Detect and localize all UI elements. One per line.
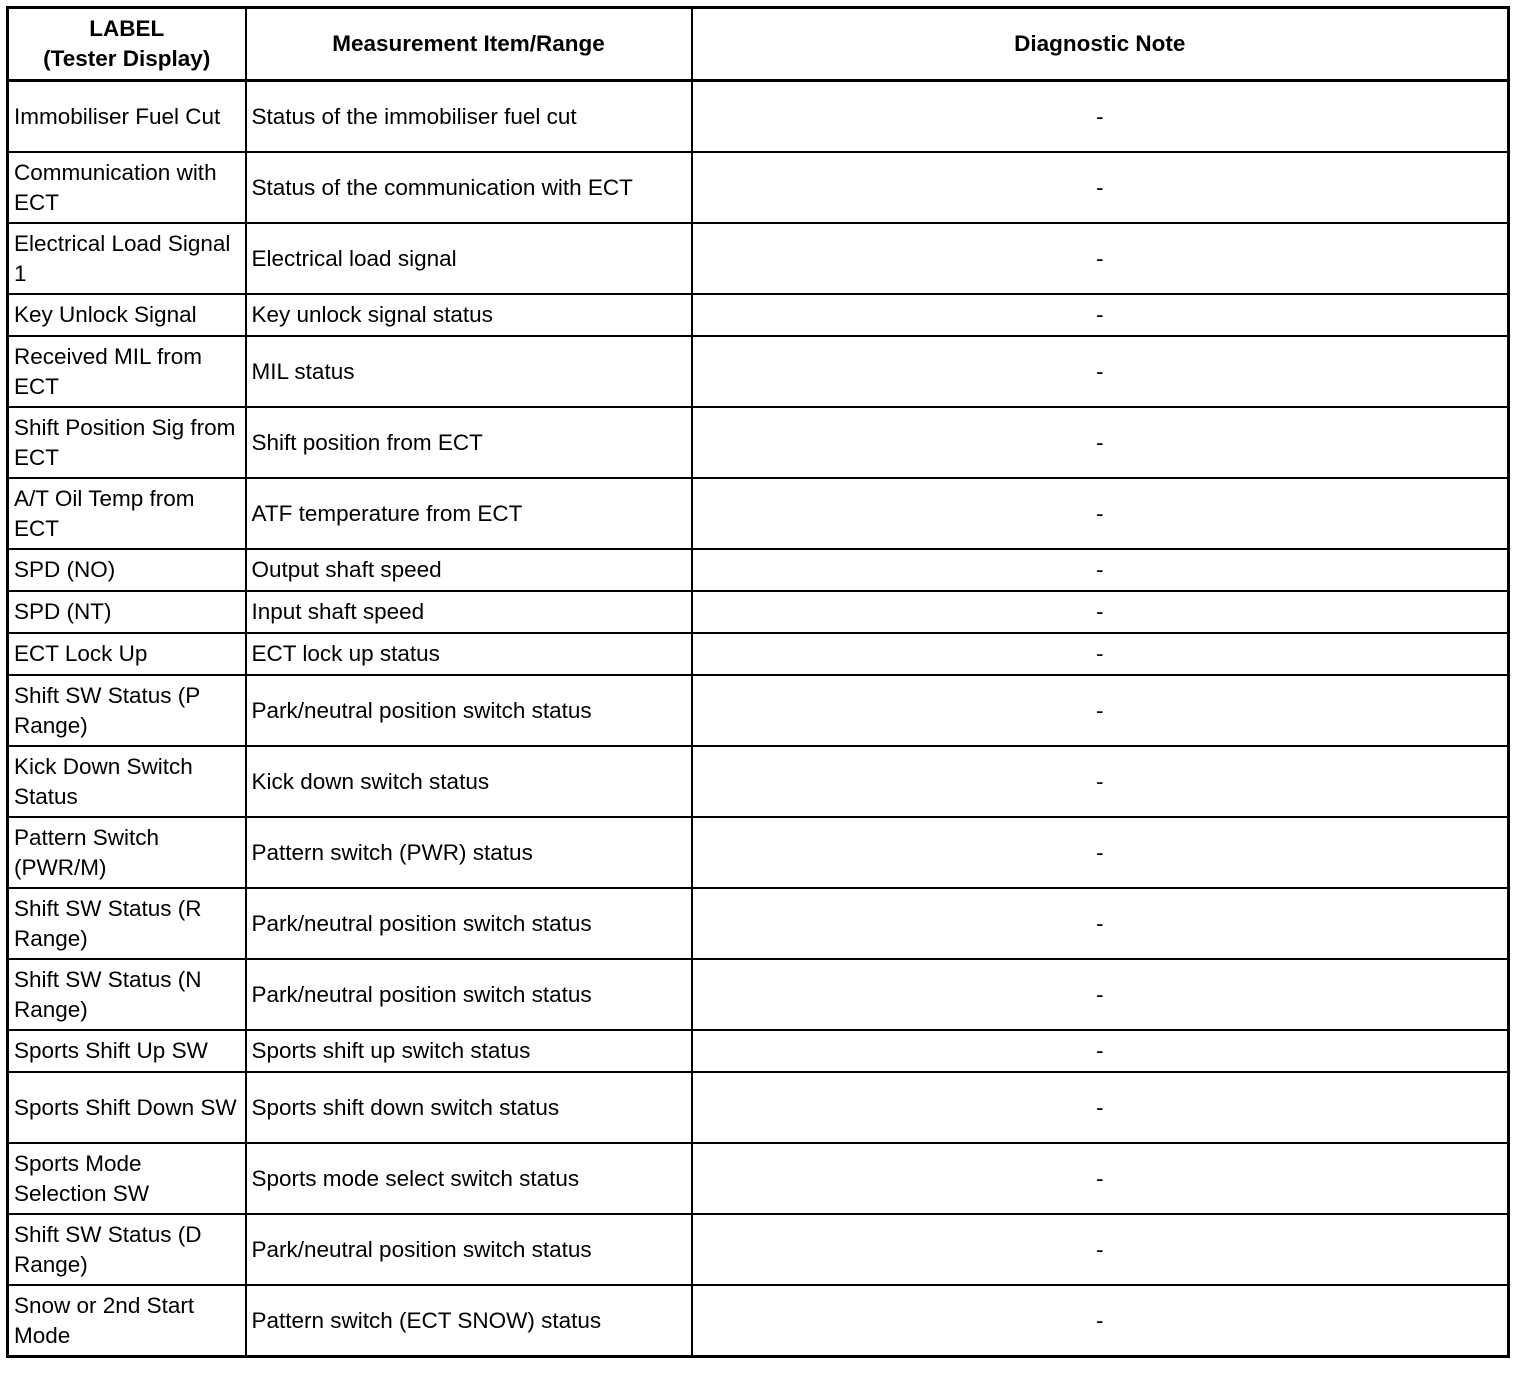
measurement-cell: Sports shift up switch status	[246, 1030, 692, 1072]
measurement-cell: Park/neutral position switch status	[246, 1214, 692, 1285]
measurement-cell: Park/neutral position switch status	[246, 675, 692, 746]
measurement-cell: ECT lock up status	[246, 633, 692, 675]
measurement-cell: Shift position from ECT	[246, 407, 692, 478]
label-cell: Electrical Load Signal 1	[8, 223, 246, 294]
data-list-table	[6, 6, 1510, 1358]
note-cell: -	[692, 294, 1509, 336]
label-cell: Shift SW Status (D Range)	[8, 1214, 246, 1285]
label-cell: SPD (NO)	[8, 549, 246, 591]
measurement-cell: ATF temperature from ECT	[246, 478, 692, 549]
note-cell: -	[692, 549, 1509, 591]
header-diagnostic-note: Diagnostic Note	[692, 8, 1509, 81]
label-cell: Shift SW Status (N Range)	[8, 959, 246, 1030]
measurement-cell: Kick down switch status	[246, 746, 692, 817]
table-row	[8, 81, 1509, 153]
table-row	[8, 1072, 1509, 1143]
label-cell: Key Unlock Signal	[8, 294, 246, 336]
table-row	[8, 1030, 1509, 1072]
table-row	[8, 407, 1509, 478]
note-cell: -	[692, 959, 1509, 1030]
measurement-cell: Electrical load signal	[246, 223, 692, 294]
note-cell: -	[692, 746, 1509, 817]
note-cell: -	[692, 1030, 1509, 1072]
table-row	[8, 223, 1509, 294]
measurement-cell: MIL status	[246, 336, 692, 407]
table-row	[8, 336, 1509, 407]
measurement-cell: Output shaft speed	[246, 549, 692, 591]
measurement-cell: Park/neutral position switch status	[246, 888, 692, 959]
table-row	[8, 888, 1509, 959]
table-row	[8, 1285, 1509, 1357]
table-row	[8, 591, 1509, 633]
table-row	[8, 633, 1509, 675]
table-row	[8, 478, 1509, 549]
label-cell: Sports Shift Up SW	[8, 1030, 246, 1072]
table-row	[8, 675, 1509, 746]
table-row	[8, 746, 1509, 817]
note-cell: -	[692, 1285, 1509, 1357]
note-cell: -	[692, 888, 1509, 959]
table-row	[8, 1143, 1509, 1214]
note-cell: -	[692, 633, 1509, 675]
note-cell: -	[692, 817, 1509, 888]
note-cell: -	[692, 1214, 1509, 1285]
label-cell: Shift SW Status (P Range)	[8, 675, 246, 746]
label-cell: Immobiliser Fuel Cut	[8, 81, 246, 153]
measurement-cell: Pattern switch (ECT SNOW) status	[246, 1285, 692, 1357]
note-cell: -	[692, 152, 1509, 223]
label-cell: SPD (NT)	[8, 591, 246, 633]
measurement-cell: Status of the communication with ECT	[246, 152, 692, 223]
note-cell: -	[692, 1143, 1509, 1214]
table-header-row	[8, 8, 1509, 81]
label-cell: A/T Oil Temp from ECT	[8, 478, 246, 549]
header-label-line1: LABEL	[89, 16, 165, 41]
table-row	[8, 817, 1509, 888]
measurement-cell: Input shaft speed	[246, 591, 692, 633]
note-cell: -	[692, 81, 1509, 153]
measurement-cell: Sports shift down switch status	[246, 1072, 692, 1143]
measurement-cell: Sports mode select switch status	[246, 1143, 692, 1214]
measurement-cell: Park/neutral position switch status	[246, 959, 692, 1030]
header-label	[8, 8, 246, 81]
header-label-line2: (Tester Display)	[43, 46, 211, 71]
label-cell: Kick Down Switch Status	[8, 746, 246, 817]
measurement-cell: Key unlock signal status	[246, 294, 692, 336]
table-row	[8, 549, 1509, 591]
note-cell: -	[692, 591, 1509, 633]
measurement-cell: Status of the immobiliser fuel cut	[246, 81, 692, 153]
label-cell: Received MIL from ECT	[8, 336, 246, 407]
note-cell: -	[692, 1072, 1509, 1143]
note-cell: -	[692, 478, 1509, 549]
label-cell: Sports Shift Down SW	[8, 1072, 246, 1143]
table-row	[8, 959, 1509, 1030]
label-cell: ECT Lock Up	[8, 633, 246, 675]
note-cell: -	[692, 336, 1509, 407]
label-cell: Sports Mode Selection SW	[8, 1143, 246, 1214]
label-cell: Pattern Switch (PWR/M)	[8, 817, 246, 888]
measurement-cell: Pattern switch (PWR) status	[246, 817, 692, 888]
note-cell: -	[692, 407, 1509, 478]
table-row	[8, 294, 1509, 336]
label-cell: Communication with ECT	[8, 152, 246, 223]
header-measurement: Measurement Item/Range	[246, 8, 692, 81]
label-cell: Shift Position Sig from ECT	[8, 407, 246, 478]
label-cell: Shift SW Status (R Range)	[8, 888, 246, 959]
label-cell: Snow or 2nd Start Mode	[8, 1285, 246, 1357]
note-cell: -	[692, 675, 1509, 746]
note-cell: -	[692, 223, 1509, 294]
table-row	[8, 152, 1509, 223]
table-row	[8, 1214, 1509, 1285]
